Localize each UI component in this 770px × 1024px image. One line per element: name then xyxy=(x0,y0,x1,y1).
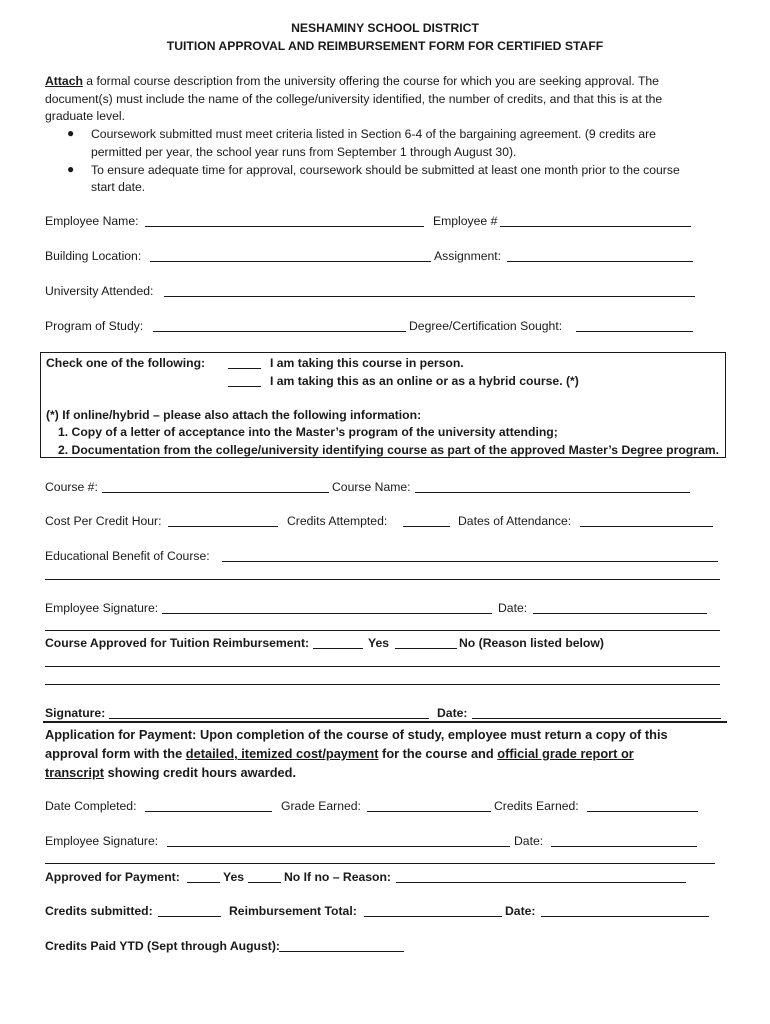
online-note-heading: (*) If online/hybrid – please also attach the following information: xyxy=(46,408,422,422)
degree-sought-line[interactable] xyxy=(576,331,693,332)
building-location-line[interactable] xyxy=(150,261,431,262)
cost-per-credit-line[interactable] xyxy=(168,526,278,527)
educational-benefit-line-2[interactable] xyxy=(45,579,720,580)
bullet-icon: ● xyxy=(67,126,75,140)
payment-no-reason-label: No If no – Reason: xyxy=(284,870,391,884)
cost-per-credit-label: Cost Per Credit Hour: xyxy=(45,514,162,528)
employee-name-line[interactable] xyxy=(145,226,424,227)
payment-line-1: Application for Payment: Upon completion of the course of study, employee must return a copy of this xyxy=(45,727,668,742)
approval-reason-line-1[interactable] xyxy=(45,666,720,667)
payment-line-2-a: approval form with the xyxy=(45,746,186,761)
course-number-line[interactable] xyxy=(102,492,329,493)
bullet-1-line-2: permitted per year, the school year runs from September 1 through August 30). xyxy=(91,145,517,159)
payment-employee-signature-line[interactable] xyxy=(167,846,510,847)
employee-signature-line[interactable] xyxy=(162,613,492,614)
reimbursement-date-label: Date: xyxy=(505,904,536,918)
approval-no-label: No (Reason listed below) xyxy=(459,636,604,650)
online-note-item-1: 1. Copy of a letter of acceptance into the Master’s program of the university attending; xyxy=(58,425,558,439)
payment-line-2 xyxy=(45,744,634,763)
payment-grade-report: official grade report or xyxy=(497,746,634,761)
option-online: I am taking this as an online or as a hybrid course. (*) xyxy=(270,374,579,388)
attach-lead-word: Attach xyxy=(45,74,83,88)
intro-line-1-text: a formal course description from the university offering the course for which you are seeking approval. The xyxy=(82,74,659,88)
approval-no-line[interactable] xyxy=(395,648,457,649)
approved-for-payment-label: Approved for Payment: xyxy=(45,870,180,884)
payment-yes-line[interactable] xyxy=(187,882,220,883)
approval-date-label: Date: xyxy=(437,706,468,720)
separator-line-2 xyxy=(45,863,715,864)
bullet-icon: ● xyxy=(67,162,75,176)
intro-line-2: document(s) must include the name of the college/university identified, the number of credits, and that this is at the xyxy=(45,92,663,106)
employee-name-label: Employee Name: xyxy=(45,214,139,228)
intro-line-1 xyxy=(45,73,659,89)
approval-yes-label: Yes xyxy=(368,636,390,650)
assignment-line[interactable] xyxy=(507,261,693,262)
payment-date-label: Date: xyxy=(514,834,544,848)
grade-earned-line[interactable] xyxy=(367,811,491,812)
employee-number-label: Employee # xyxy=(433,214,498,228)
credits-earned-label: Credits Earned: xyxy=(494,799,579,813)
date-completed-line[interactable] xyxy=(145,811,272,812)
grade-earned-label: Grade Earned: xyxy=(281,799,361,813)
payment-line-3-b: showing credit hours awarded. xyxy=(104,765,297,780)
employee-signature-date-label: Date: xyxy=(498,601,528,615)
payment-reason-line[interactable] xyxy=(396,882,686,883)
bullet-2-line-1: To ensure adequate time for approval, coursework should be submitted at least one month prior to the course xyxy=(91,163,680,177)
employee-number-line[interactable] xyxy=(500,226,691,227)
payment-transcript: transcript xyxy=(45,765,105,780)
employee-signature-label: Employee Signature: xyxy=(45,601,159,615)
educational-benefit-line-1[interactable] xyxy=(222,561,718,562)
approval-signature-label: Signature: xyxy=(45,706,106,720)
bullet-2-line-2: start date. xyxy=(91,180,146,194)
form-title: TUITION APPROVAL AND REIMBURSEMENT FORM FOR CERTIFIED STAFF xyxy=(166,39,604,53)
payment-line-3 xyxy=(45,763,296,782)
approval-date-line[interactable] xyxy=(472,718,721,719)
credits-submitted-label: Credits submitted: xyxy=(45,904,153,918)
bullet-1-line-1: Coursework submitted must meet criteria listed in Section 6-4 of the bargaining agreement. (9 credits are xyxy=(91,127,656,141)
payment-date-line[interactable] xyxy=(551,846,697,847)
university-attended-label: University Attended: xyxy=(45,284,154,298)
program-of-study-label: Program of Study: xyxy=(45,319,144,333)
intro-line-3: graduate level. xyxy=(45,109,125,123)
section-divider xyxy=(43,721,727,723)
course-name-line[interactable] xyxy=(415,492,690,493)
payment-line-2-b: for the course and xyxy=(378,746,498,761)
online-check-line[interactable] xyxy=(228,386,261,387)
reimbursement-date-line[interactable] xyxy=(541,916,709,917)
credits-paid-ytd-label: Credits Paid YTD (Sept through August): xyxy=(45,939,280,953)
dates-attendance-label: Dates of Attendance: xyxy=(458,514,572,528)
approval-reason-line-2[interactable] xyxy=(45,684,720,685)
course-number-label: Course #: xyxy=(45,480,98,494)
online-note-item-2: 2. Documentation from the college/university identifying course as part of the approved Master’s Degree program. xyxy=(58,443,719,457)
in-person-check-line[interactable] xyxy=(228,368,261,369)
credits-attempted-line[interactable] xyxy=(403,526,450,527)
reimbursement-total-line[interactable] xyxy=(364,916,502,917)
approval-yes-line[interactable] xyxy=(313,648,363,649)
reimbursement-total-label: Reimbursement Total: xyxy=(229,904,357,918)
course-name-label: Course Name: xyxy=(332,480,411,494)
approval-signature-line[interactable] xyxy=(109,718,429,719)
option-in-person: I am taking this course in person. xyxy=(270,356,464,370)
payment-no-line[interactable] xyxy=(248,882,281,883)
district-name: NESHAMINY SCHOOL DISTRICT xyxy=(291,21,479,35)
program-of-study-line[interactable] xyxy=(153,331,406,332)
educational-benefit-label: Educational Benefit of Course: xyxy=(45,549,210,563)
credits-attempted-label: Credits Attempted: xyxy=(287,514,388,528)
payment-itemized-cost: detailed, itemized cost/payment xyxy=(185,746,379,761)
date-completed-label: Date Completed: xyxy=(45,799,137,813)
dates-attendance-line[interactable] xyxy=(580,526,713,527)
degree-sought-label: Degree/Certification Sought: xyxy=(409,319,563,333)
separator-line-1 xyxy=(45,630,720,631)
credits-submitted-line[interactable] xyxy=(158,916,221,917)
approval-label: Course Approved for Tuition Reimbursement: xyxy=(45,636,310,650)
employee-signature-date-line[interactable] xyxy=(533,613,707,614)
payment-yes-label: Yes xyxy=(223,870,245,884)
building-location-label: Building Location: xyxy=(45,249,142,263)
university-attended-line[interactable] xyxy=(164,296,695,297)
credits-paid-ytd-line[interactable] xyxy=(279,951,404,952)
payment-employee-signature-label: Employee Signature: xyxy=(45,834,159,848)
credits-earned-line[interactable] xyxy=(587,811,698,812)
assignment-label: Assignment: xyxy=(434,249,502,263)
check-one-prompt: Check one of the following: xyxy=(46,356,206,370)
